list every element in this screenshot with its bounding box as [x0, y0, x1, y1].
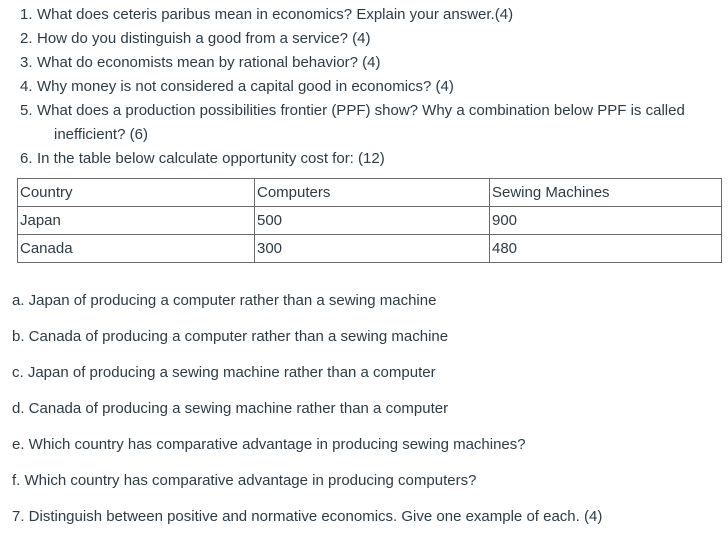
question-text: How do you distinguish a good from a service? (4) — [37, 30, 371, 47]
question-3 — [20, 51, 724, 75]
question-text-continuation: inefficient? (6) — [54, 126, 148, 143]
table-cell: 900 — [490, 207, 722, 235]
question-number: 3. — [20, 54, 33, 71]
question-number: 4. — [20, 78, 33, 95]
table-cell: 300 — [255, 235, 490, 263]
table-cell: Canada — [18, 235, 255, 263]
question-6 — [20, 147, 724, 171]
subquestion-d: d. Canada of producing a sewing machine rather than a computer — [12, 400, 449, 417]
question-2 — [20, 27, 724, 51]
table-row — [18, 235, 722, 263]
question-5 — [20, 99, 724, 147]
subquestion-f: f. Which country has comparative advantage in producing computers? — [12, 472, 477, 489]
subquestion-b: b. Canada of producing a computer rather than a sewing machine — [12, 328, 449, 345]
subquestion-list — [12, 289, 722, 541]
table-cell: 500 — [255, 207, 490, 235]
subquestion-c: c. Japan of producing a sewing machine rather than a computer — [12, 364, 436, 381]
question-text: What do economists mean by rational behavior? (4) — [37, 54, 381, 71]
question-4 — [20, 75, 724, 99]
question-list — [20, 3, 724, 171]
question-number: 2. — [20, 30, 33, 47]
table-row — [18, 207, 722, 235]
question-text: What does ceteris paribus mean in economics? Explain your answer.(4) — [37, 6, 514, 23]
table-cell: Japan — [18, 207, 255, 235]
question-number: 1. — [20, 6, 33, 23]
table-header-row — [18, 179, 722, 207]
question-7: 7. Distinguish between positive and normative economics. Give one example of each. (4) — [12, 508, 603, 525]
question-number: 5. — [20, 102, 33, 119]
subquestion-a: a. Japan of producing a computer rather than a sewing machine — [12, 292, 437, 309]
question-1 — [20, 3, 724, 27]
question-text: In the table below calculate opportunity cost for: (12) — [37, 150, 385, 167]
question-text: What does a production possibilities frontier (PPF) show? Why a combination below PPF is called — [37, 102, 685, 119]
production-table — [17, 178, 722, 263]
table-header-cell: Country — [18, 179, 255, 207]
subquestion-e: e. Which country has comparative advantage in producing sewing machines? — [12, 436, 526, 453]
table-header-cell: Computers — [255, 179, 490, 207]
question-text: Why money is not considered a capital good in economics? (4) — [37, 78, 454, 95]
table-header-cell: Sewing Machines — [490, 179, 722, 207]
question-number: 6. — [20, 150, 33, 167]
table-cell: 480 — [490, 235, 722, 263]
